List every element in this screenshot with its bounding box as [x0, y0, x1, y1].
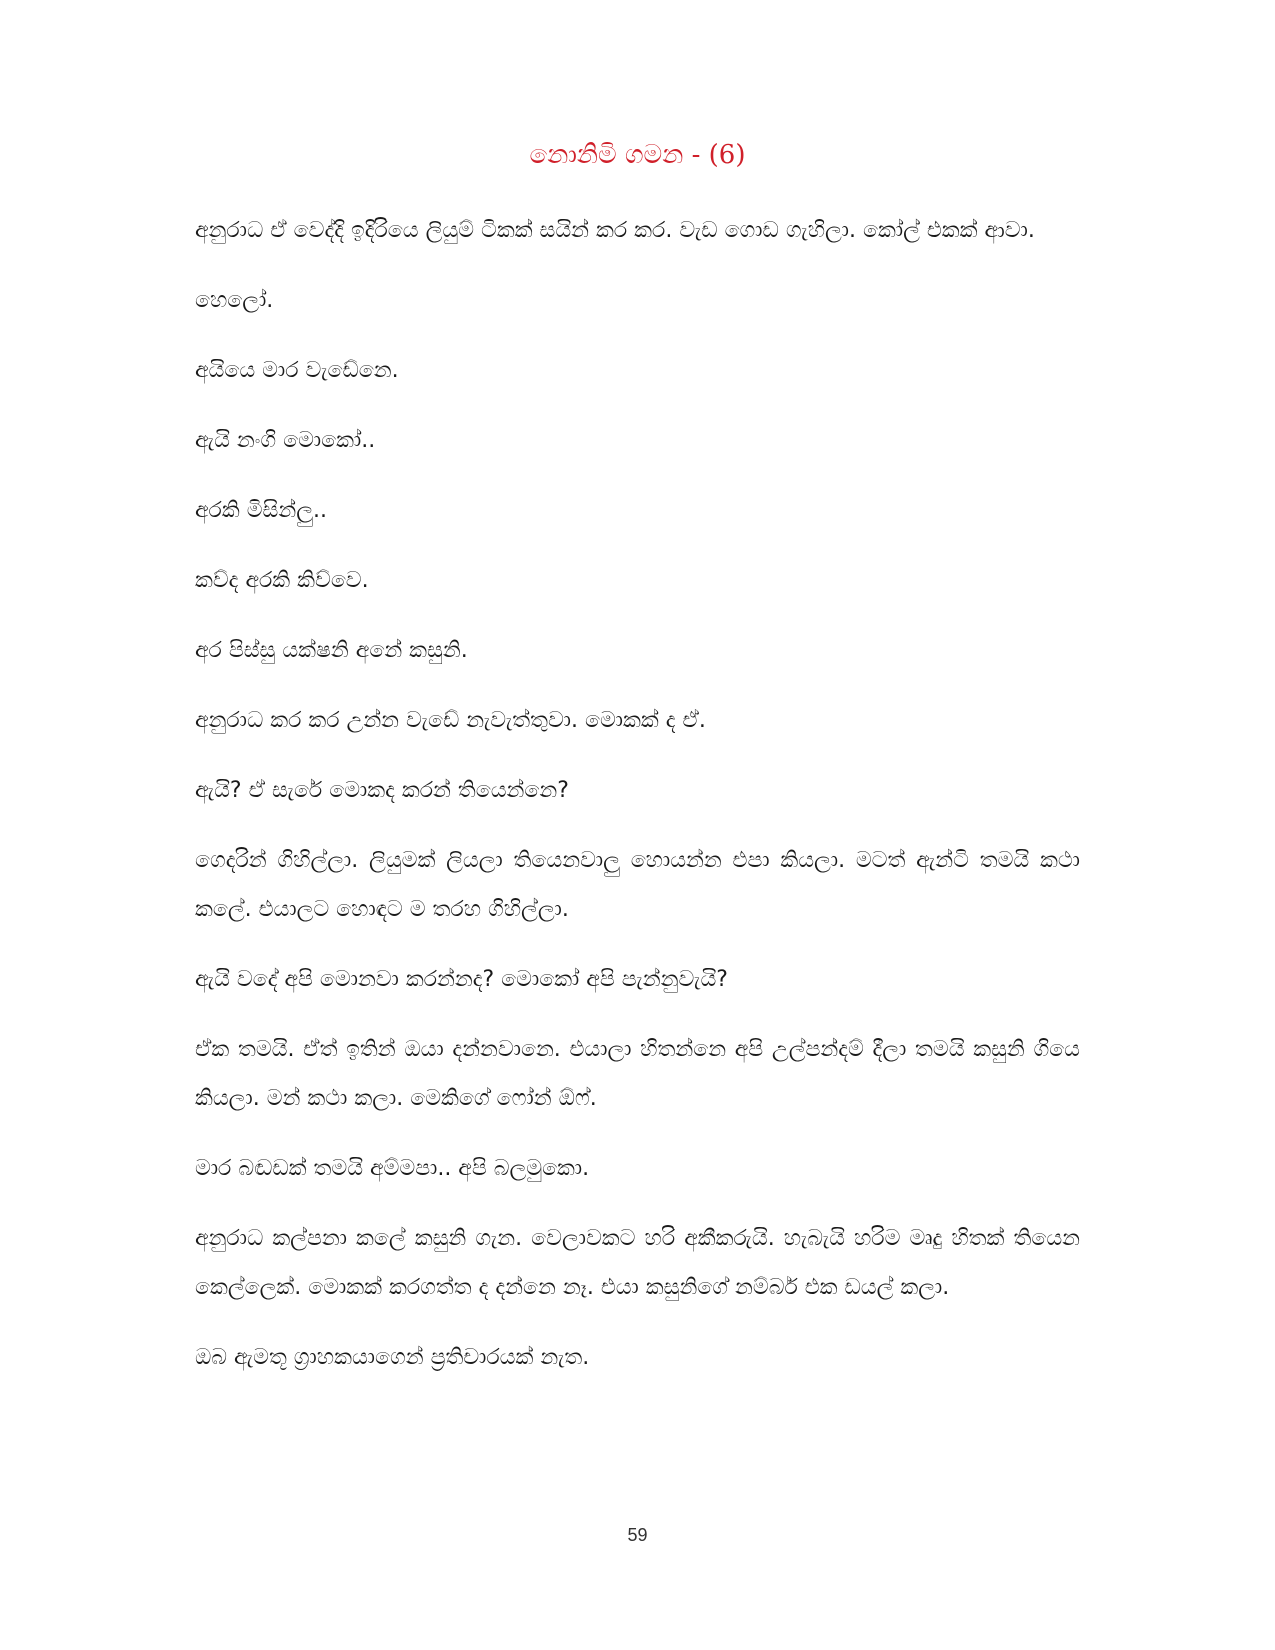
- paragraph-15: ඔබ ඇමතූ ග්‍රාහකයාගෙන් ප්‍රතිචාරයක් නැත.: [195, 1345, 590, 1370]
- paragraph-9: ඇයි? ඒ සැරේ මොකද කරන් තියෙන්නෙ?: [195, 778, 569, 803]
- paragraph-11: ඇයි වදේ අපි මොනවා කරන්නද? මොකෝ අපි පැන්නුවැයි?: [195, 967, 728, 992]
- chapter-title: නොනිමි ගමන - (6): [529, 140, 746, 170]
- paragraph-1: අනුරාධ ඒ වෙද්දි ඉදිරියෙ ලියුම් ටිකක් සයින් කර කර. වැඩ ගොඩ ගැහිලා. කෝල් එකක් ආවා.: [195, 218, 1035, 243]
- paragraph-3: අයියෙ මාර වැඩේනෙ.: [195, 358, 399, 383]
- paragraph-6: කව්ද අරකි කිව්වෙ.: [195, 568, 369, 593]
- paragraph-8: අනුරාධ කර කර උන්න වැඩේ නැවැත්තුවා. මොකක් ද ඒ.: [195, 708, 706, 733]
- paragraph-4: ඇයි නංගි මොකෝ..: [195, 428, 376, 453]
- paragraph-5: අරකි මිසින්ලු..: [195, 498, 327, 523]
- paragraph-12: ඒක තමයි. ඒත් ඉතින් ඔයා දන්නවානෙ. එයාලා හිතන්නෙ අපි උල්පන්දම් දීලා තමයි කසුනි ගියෙ කියලා. මන් කථා කලා. මෙකිගේ ෆෝන් ඕෆ්.: [195, 1037, 1080, 1111]
- page-number: 59: [627, 1525, 648, 1545]
- paragraph-14: අනුරාධ කල්පනා කලේ කසුනි ගැන. වෙලාවකට හරි අකීකරුයි. හැබැයි හරිම මෘදු හිතක් තියෙන කෙල්ලෙක්. මොකක් කරගත්ත ද දන්නෙ නෑ. එයා කසුනිගේ නම්බර් එක ඩයල් කලා.: [195, 1226, 1080, 1300]
- paragraph-10: ගෙදරින් ගිහිල්ලා. ලියුමක් ලියලා තියෙනවාලු හොයන්න එපා කියලා. මටත් ඇන්ටි තමයි කථා කලේ. එයාලට හොඳට ම තරහ ගිහිල්ලා.: [195, 848, 1080, 922]
- body-text: [195, 206, 1080, 1403]
- paragraph-7: අර පිස්සු යක්ෂනි අනේ කසුනි.: [195, 638, 468, 663]
- paragraph-2: හෙලෝ.: [195, 288, 274, 313]
- paragraph-13: මාර බඬඩක් තමයි අම්මපා.. අපි බලමුකො.: [195, 1156, 590, 1181]
